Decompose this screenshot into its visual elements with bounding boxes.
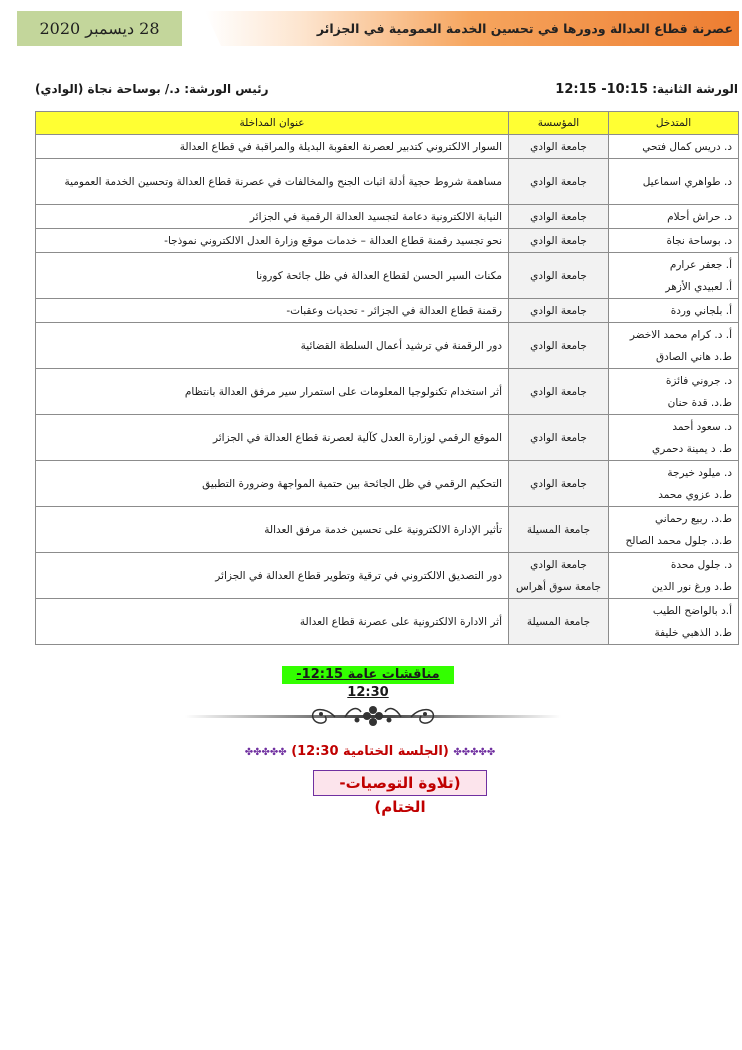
speaker-name: أ. جعفر عرارم <box>669 258 732 271</box>
speaker-name: أ. لعبيدي الأزهر <box>665 280 732 293</box>
closing-session-text: (الجلسة الختامية 12:30) <box>291 744 449 759</box>
speaker-name: ط.د ورغ نور الدين <box>651 580 732 593</box>
program-table <box>35 111 739 645</box>
institution-cell <box>509 253 609 299</box>
speaker-cell <box>609 415 739 461</box>
speaker-cell <box>609 205 739 229</box>
institution-name: جامعة الوادي <box>530 477 587 490</box>
institution-cell <box>509 135 609 159</box>
paper-title: التحكيم الرقمي في ظل الجائحة بين حتمية المواجهة وضرورة التطبيق <box>36 461 509 507</box>
closing-session <box>200 744 540 764</box>
session-chair: رئيس الورشة: د./ بوساحة نجاة (الوادي) <box>35 82 269 96</box>
paper-title: أثر استخدام تكنولوجيا المعلومات على استمرار سير مرفق العدالة بانتظام <box>36 369 509 415</box>
speaker-cell <box>609 553 739 599</box>
speaker-name: د. جروني فائزة <box>665 374 732 387</box>
table-row <box>36 415 739 461</box>
institution-cell <box>509 369 609 415</box>
paper-title: دور التصديق الالكتروني في ترقية وتطوير قطاع العدالة في الجزائر <box>36 553 509 599</box>
institution-cell <box>509 205 609 229</box>
table-row <box>36 299 739 323</box>
speaker-name: د. بوساحة نجاة <box>666 234 732 247</box>
speaker-name: أ. د. كرام محمد الاخضر <box>629 328 732 341</box>
header-institution: المؤسسة <box>509 112 609 135</box>
speaker-cell <box>609 159 739 205</box>
paper-title: النيابة الالكترونية دعامة لتجسيد العدالة الرقمية في الجزائر <box>36 205 509 229</box>
speaker-name: د. دريس كمال فتحي <box>642 140 732 153</box>
stars-left: ✤✤✤✤✤ <box>244 747 287 758</box>
speaker-name: ط. د يمينة دحمري <box>652 442 732 455</box>
paper-title: رقمنة قطاع العدالة في الجزائر - تحديات وعقبات- <box>36 299 509 323</box>
table-row <box>36 553 739 599</box>
institution-name: جامعة الوادي <box>530 339 587 352</box>
table-header-row <box>36 112 739 135</box>
institution-name: جامعة سوق أهراس <box>515 580 602 593</box>
institution-cell <box>509 323 609 369</box>
speaker-name: د. سعود أحمد <box>672 420 732 433</box>
table-row <box>36 253 739 299</box>
institution-cell <box>509 507 609 553</box>
speaker-cell <box>609 229 739 253</box>
speaker-name: ط.د. جلول محمد الصالح <box>625 534 732 547</box>
institution-name: جامعة الوادي <box>530 385 587 398</box>
institution-cell <box>509 461 609 507</box>
ornament-divider <box>185 698 561 736</box>
speaker-name: د. جلول محدة <box>670 558 732 571</box>
speaker-name: ط.د. ربيع رحماني <box>655 512 732 525</box>
table-row <box>36 205 739 229</box>
header-bar <box>17 11 739 46</box>
paper-title: أثر الادارة الالكترونية على عصرنة قطاع العدالة <box>36 599 509 645</box>
general-discussion: مناقشات عامة 12:15-12:30 <box>282 666 454 684</box>
institution-name: جامعة الوادي <box>530 140 587 153</box>
paper-title: مساهمة شروط حجية أدلة اثبات الجنح والمخالفات في عصرنة قطاع العدالة وتحسين الخدمة العمومية <box>36 159 509 205</box>
table-row <box>36 323 739 369</box>
institution-name: جامعة الوادي <box>530 304 587 317</box>
speaker-name: د. ميلود خيرجة <box>667 466 732 479</box>
institution-name: جامعة الوادي <box>530 431 587 444</box>
speaker-name: ط.د هاني الصادق <box>655 350 732 363</box>
speaker-name: ط.د الذهبي خليفة <box>654 626 732 639</box>
institution-name: جامعة الوادي <box>530 210 587 223</box>
institution-cell <box>509 159 609 205</box>
session-info <box>555 82 738 97</box>
table-row <box>36 461 739 507</box>
institution-name: جامعة الوادي <box>530 234 587 247</box>
speaker-cell <box>609 599 739 645</box>
paper-title: السوار الالكتروني كتدبير لعصرنة العقوبة البديلة والمراقبة في قطاع العدالة <box>36 135 509 159</box>
speaker-cell <box>609 507 739 553</box>
table-row <box>36 159 739 205</box>
paper-title: مكنات السير الحسن لقطاع العدالة في ظل جائحة كورونا <box>36 253 509 299</box>
institution-name: جامعة المسيلة <box>526 615 591 628</box>
table-row <box>36 599 739 645</box>
paper-title: نحو تجسيد رقمنة قطاع العدالة – خدمات موقع وزارة العدل الالكتروني نموذجا- <box>36 229 509 253</box>
session-time: 10:15- 12:15 <box>555 82 648 97</box>
institution-name: جامعة المسيلة <box>526 523 591 536</box>
paper-title: دور الرقمنة في ترشيد أعمال السلطة القضائية <box>36 323 509 369</box>
institution-cell <box>509 299 609 323</box>
speaker-cell <box>609 299 739 323</box>
session-label: الورشة الثانية: <box>652 82 738 96</box>
institution-cell <box>509 229 609 253</box>
speaker-name: أ. بلجاني وردة <box>670 304 732 317</box>
header-speaker: المتدخل <box>609 112 739 135</box>
paper-title: الموقع الرقمي لوزارة العدل كآلية لعصرنة قطاع العدالة في الجزائر <box>36 415 509 461</box>
institution-cell <box>509 415 609 461</box>
program-table-body <box>36 135 739 645</box>
institution-cell <box>509 553 609 599</box>
speaker-name: أ.د بالواضح الطيب <box>652 604 732 617</box>
institution-name: جامعة الوادي <box>530 175 587 188</box>
table-row <box>36 369 739 415</box>
session-line <box>35 82 738 102</box>
speaker-name: د. حراش أحلام <box>667 210 732 223</box>
header-title: عصرنة قطاع العدالة ودورها في تحسين الخدمة العمومية في الجزائر <box>316 21 733 36</box>
speaker-cell <box>609 369 739 415</box>
speaker-name: ط.د. قدة حنان <box>667 396 732 409</box>
table-row <box>36 507 739 553</box>
speaker-cell <box>609 253 739 299</box>
speaker-cell <box>609 135 739 159</box>
table-row <box>36 135 739 159</box>
speaker-cell <box>609 461 739 507</box>
final-box: (تلاوة التوصيات- الختام) <box>313 770 487 796</box>
institution-name: جامعة الوادي <box>530 269 587 282</box>
speaker-name: د. طواهري اسماعيل <box>642 175 732 188</box>
header-date: 28 ديسمبر 2020 <box>17 11 182 46</box>
paper-title: تأثير الإدارة الالكترونية على تحسين خدمة مرفق العدالة <box>36 507 509 553</box>
table-row <box>36 229 739 253</box>
institution-cell <box>509 599 609 645</box>
institution-name: جامعة الوادي <box>530 558 587 571</box>
speaker-name: ط.د عزوي محمد <box>658 488 732 501</box>
stars-right: ✤✤✤✤✤ <box>453 747 496 758</box>
header-title: عنوان المداخلة <box>36 112 509 135</box>
speaker-cell <box>609 323 739 369</box>
